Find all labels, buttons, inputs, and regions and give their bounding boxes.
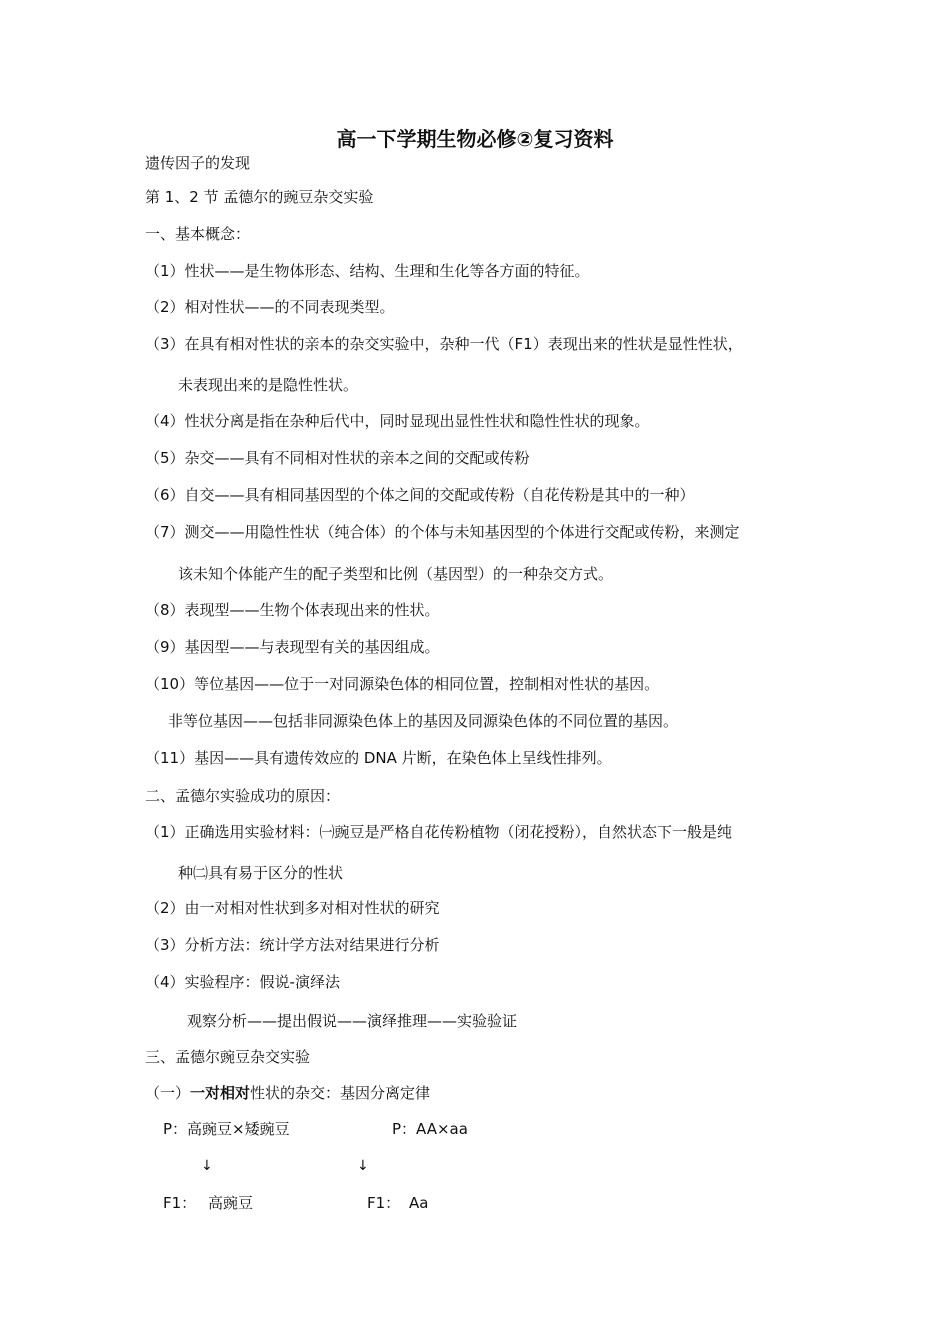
concept-item: （3）在具有相对性状的亲本的杂交实验中，杂种一代（F1）表现出来的性状是显性性状， bbox=[145, 335, 743, 353]
reason-item-continuation: 种㈡具有易于区分的性状 bbox=[178, 864, 344, 882]
down-arrow-icon: ↓ bbox=[357, 1158, 369, 1174]
subheading-rest: 性状的杂交：基因分离定律 bbox=[250, 1084, 431, 1102]
part1-heading: 一、基本概念： bbox=[145, 225, 251, 243]
part3-heading: 三、孟德尔豌豆杂交实验 bbox=[145, 1048, 311, 1066]
concept-item: （9）基因型——与表现型有关的基因组成。 bbox=[145, 638, 440, 656]
concept-item: （1）性状——是生物体形态、结构、生理和生化等各方面的特征。 bbox=[145, 262, 590, 280]
f1-label: F1： bbox=[163, 1194, 197, 1212]
chapter-heading: 遗传因子的发现 bbox=[145, 154, 251, 172]
concept-item: （8）表现型——生物个体表现出来的性状。 bbox=[145, 601, 440, 619]
concept-item-continuation: 未表现出来的是隐性性状。 bbox=[178, 376, 359, 394]
section-heading: 第 1、2 节 孟德尔的豌豆杂交实验 bbox=[145, 188, 374, 206]
concept-item: （6）自交——具有相同基因型的个体之间的交配或传粉（自花传粉是其中的一种） bbox=[145, 486, 695, 504]
concept-item: （5）杂交——具有不同相对性状的亲本之间的交配或传粉 bbox=[145, 449, 530, 467]
reason-item: （4）实验程序：假说-演绎法 bbox=[145, 973, 340, 991]
concept-item: （2）相对性状——的不同表现类型。 bbox=[145, 298, 395, 316]
concept-item-continuation: 非等位基因——包括非同源染色体上的基因及同源染色体的不同位置的基因。 bbox=[168, 712, 679, 730]
reason-item: （2）由一对相对性状到多对相对性状的研究 bbox=[145, 899, 440, 917]
page-title: 高一下学期生物必修②复习资料 bbox=[336, 127, 614, 151]
f1-label: F1： bbox=[367, 1194, 401, 1212]
f1-genotype: Aa bbox=[409, 1194, 429, 1212]
concept-item: （10）等位基因——位于一对同源染色体的相同位置，控制相对性状的基因。 bbox=[145, 675, 660, 693]
reason-item: （1）正确选用实验材料：㈠豌豆是严格自花传粉植物（闭花授粉），自然状态下一般是纯 bbox=[145, 823, 733, 841]
concept-item: （11）基因——具有遗传效应的 DNA 片断，在染色体上呈线性排列。 bbox=[145, 749, 612, 767]
subheading-bold: 一对相对 bbox=[190, 1084, 251, 1102]
concept-item-continuation: 该未知个体能产生的配子类型和比例（基因型）的一种杂交方式。 bbox=[178, 565, 614, 583]
subheading-prefix: （一） bbox=[145, 1084, 191, 1102]
cross-parents-phenotype: P：高豌豆×矮豌豆 bbox=[163, 1120, 290, 1138]
part3-subheading bbox=[145, 1083, 430, 1103]
concept-item: （4）性状分离是指在杂种后代中，同时显现出显性性状和隐性性状的现象。 bbox=[145, 412, 650, 430]
f1-phenotype: 高豌豆 bbox=[208, 1194, 254, 1212]
reason-item-continuation: 观察分析——提出假说——演绎推理——实验验证 bbox=[187, 1012, 518, 1030]
down-arrow-icon: ↓ bbox=[201, 1158, 213, 1174]
concept-item: （7）测交——用隐性性状（纯合体）的个体与未知基因型的个体进行交配或传粉，来测定 bbox=[145, 523, 740, 541]
cross-parents-genotype: P：AA×aa bbox=[392, 1120, 468, 1138]
reason-item: （3）分析方法：统计学方法对结果进行分析 bbox=[145, 936, 440, 954]
part2-heading: 二、孟德尔实验成功的原因： bbox=[145, 787, 341, 805]
